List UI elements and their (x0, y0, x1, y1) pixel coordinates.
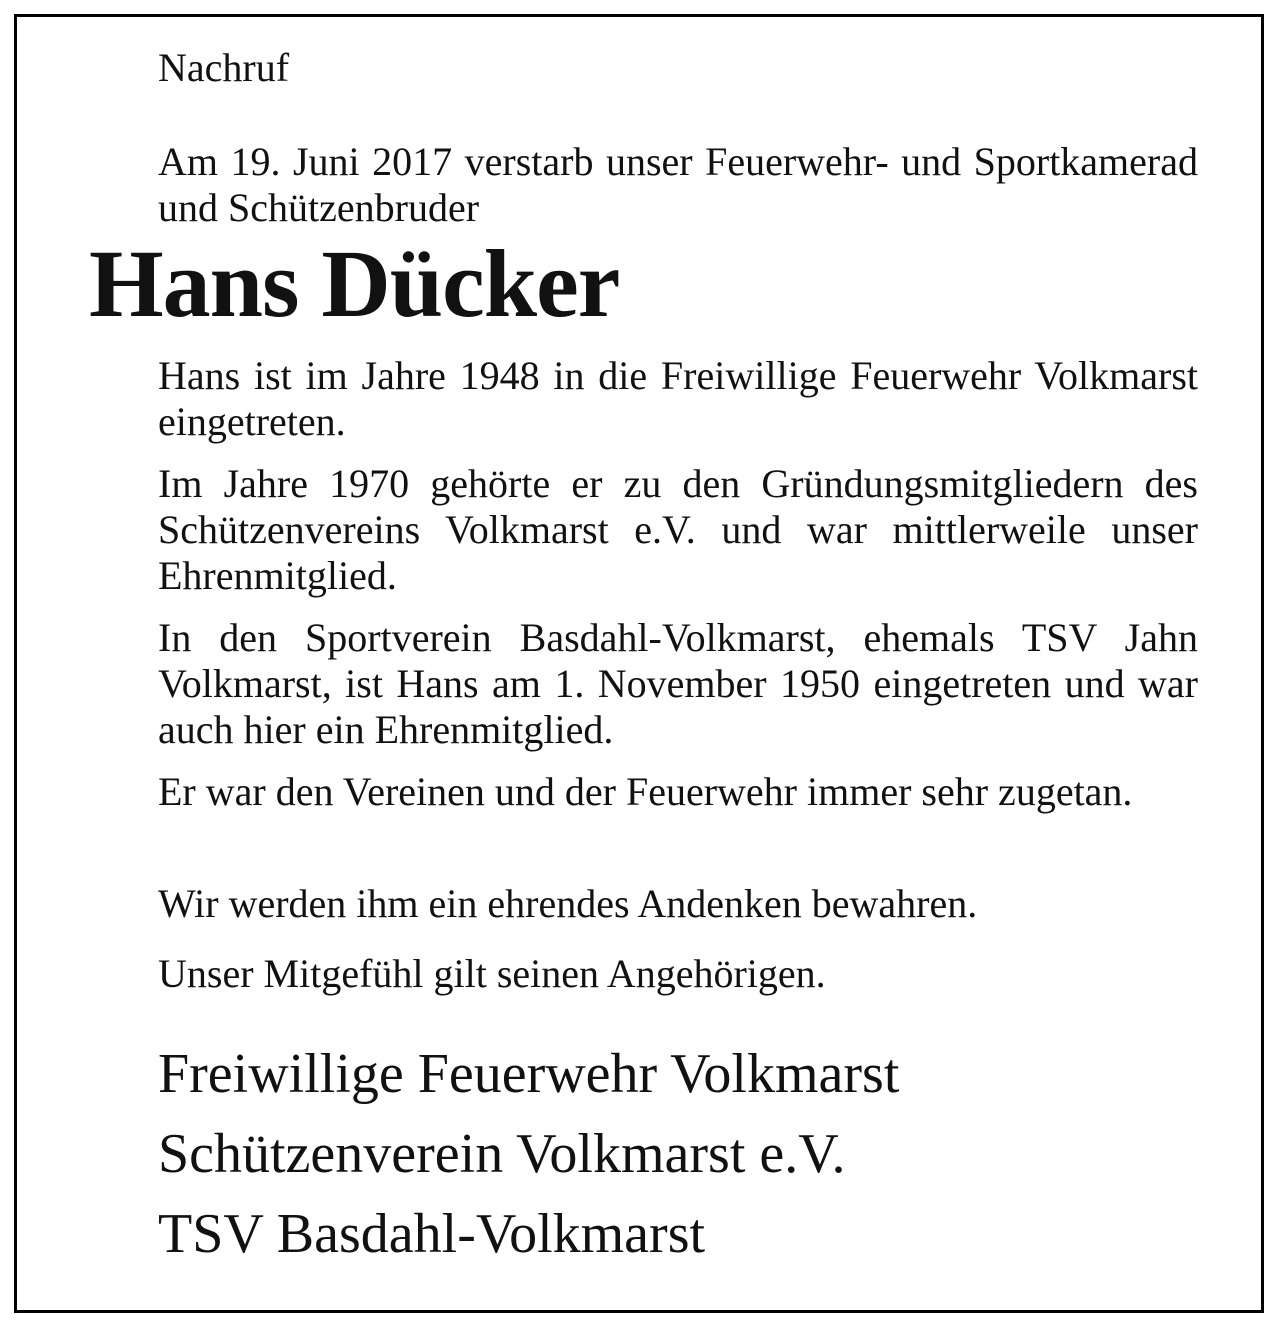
deceased-name: Hans Dücker (89, 230, 620, 337)
paragraph-fire-brigade: Hans ist im Jahre 1948 in die Freiwillige Feuerwehr Volkmarst eingetreten. (158, 353, 1198, 444)
paragraph-remembrance: Wir werden ihm ein ehrendes Andenken bewahren. (158, 881, 978, 926)
paragraph-condolence: Unser Mitgefühl gilt seinen Angehörigen. (158, 951, 826, 996)
paragraph-devotion: Er war den Vereinen und der Feuerwehr immer sehr zugetan. (158, 769, 1133, 814)
notice-heading: Nachruf (158, 45, 290, 90)
paragraph-shooting-club: Im Jahre 1970 gehörte er zu den Gründungsmitgliedern des Schützenvereins Volkmarst e.V. und war mittlerweile unser Ehrenmitglied. (158, 461, 1198, 598)
paragraph-sports-club: In den Sportverein Basdahl-Volkmarst, ehemals TSV Jahn Volkmarst, ist Hans am 1. November 1950 eingetreten und war auch hier ein Ehrenmitglied. (158, 615, 1198, 752)
obituary-frame (14, 14, 1264, 1313)
signatory-shooting-club: Schützenverein Volkmarst e.V. (158, 1123, 846, 1185)
signatory-sports-club: TSV Basdahl-Volkmarst (158, 1203, 706, 1265)
signatory-fire-brigade: Freiwillige Feuerwehr Volkmarst (158, 1043, 900, 1105)
intro-paragraph: Am 19. Juni 2017 verstarb unser Feuerwehr- und Sportkamerad und Schützenbruder (158, 139, 1198, 230)
